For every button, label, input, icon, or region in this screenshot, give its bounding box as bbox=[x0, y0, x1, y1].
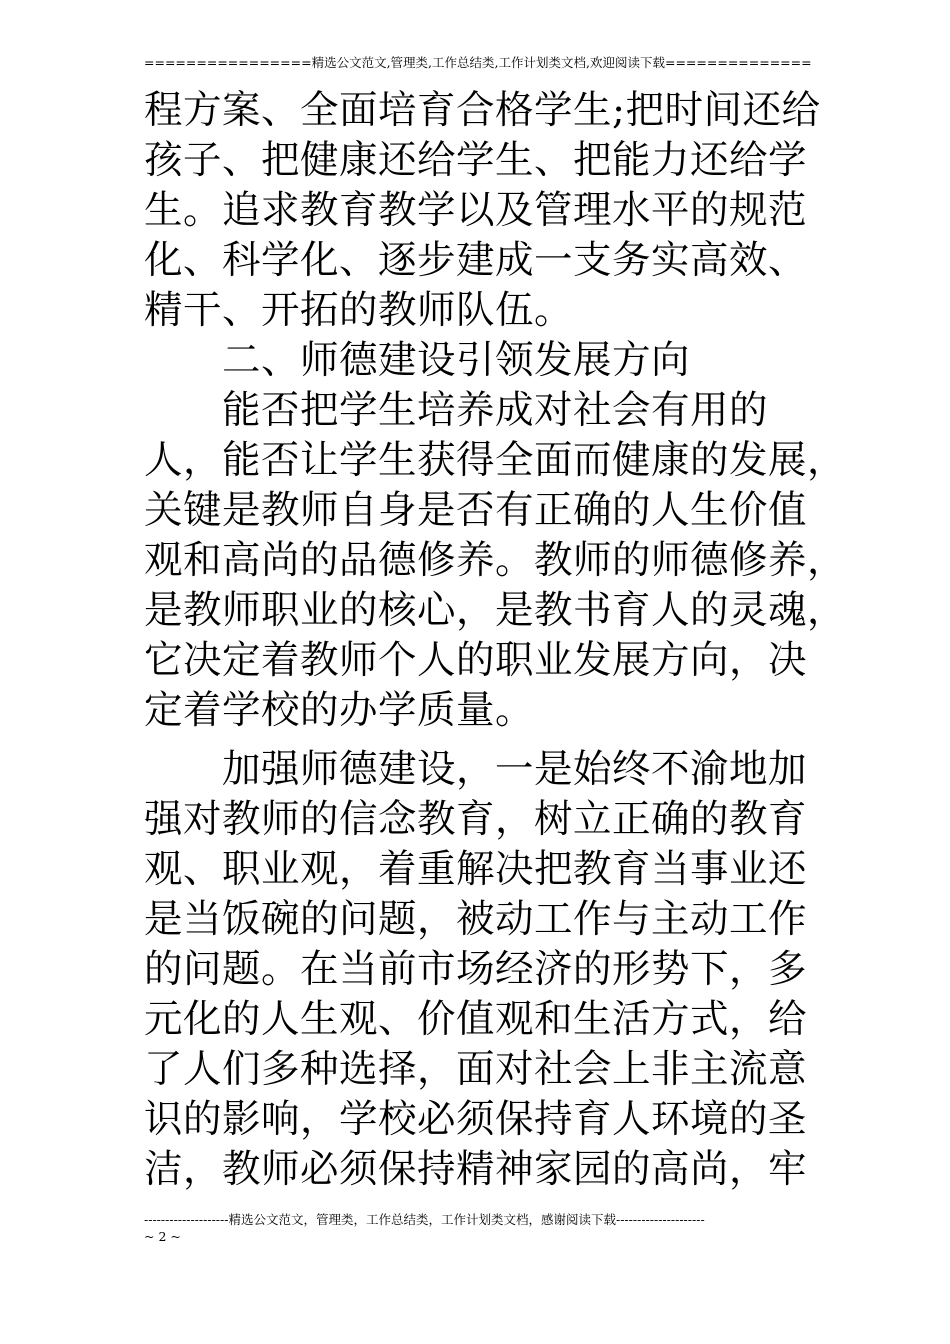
body-line: 是教师职业的核心，是教书育人的灵魂， bbox=[144, 588, 847, 633]
page-header: ================精选公文范文,管理类,工作总结类,工作计划类文档,欢迎阅读下载============== bbox=[144, 55, 812, 70]
body-line: 元化的人生观、价值观和生活方式，给 bbox=[144, 997, 808, 1042]
body-line: 生。追求教育教学以及管理水平的规范 bbox=[144, 188, 808, 233]
body-line: 精干、开拓的教师队伍。 bbox=[144, 288, 574, 333]
body-line: 程方案、全面培育合格学生;把时间还给 bbox=[144, 88, 821, 133]
body-line: 识的影响，学校必须保持育人环境的圣 bbox=[144, 1097, 808, 1142]
body-line: 是当饭碗的问题，被动工作与主动工作 bbox=[144, 897, 808, 942]
body-line: 它决定着教师个人的职业发展方向，决 bbox=[144, 638, 808, 683]
document-body bbox=[144, 86, 847, 1195]
body-line: 洁，教师必须保持精神家园的高尚，牢 bbox=[144, 1147, 808, 1192]
section-heading: 二、师德建设引领发展方向 bbox=[144, 338, 691, 383]
body-line: 了人们多种选择，面对社会上非主流意 bbox=[144, 1047, 808, 1092]
body-line: 能否把学生培养成对社会有用的 bbox=[144, 388, 769, 433]
body-line: 孩子、把健康还给学生、把能力还给学 bbox=[144, 138, 808, 183]
body-line: 观和高尚的品德修养。教师的师德修养， bbox=[144, 538, 847, 583]
page-footer: --------------------精选公文范文，管理类，工作总结类，工作计划类文档，感谢阅读下载--------------------- bbox=[144, 1212, 705, 1227]
body-line: 定着学校的办学质量。 bbox=[144, 688, 535, 733]
body-line: 化、科学化、逐步建成一支务实高效、 bbox=[144, 238, 808, 283]
body-line: 强对教师的信念教育，树立正确的教育 bbox=[144, 797, 808, 842]
page-number: ~ 2 ~ bbox=[144, 1229, 181, 1244]
body-line: 加强师德建设，一是始终不渝地加 bbox=[144, 747, 808, 792]
body-line: 观、职业观，着重解决把教育当事业还 bbox=[144, 847, 808, 892]
body-line: 关键是教师自身是否有正确的人生价值 bbox=[144, 488, 808, 533]
body-line: 人，能否让学生获得全面而健康的发展， bbox=[144, 438, 847, 483]
body-line: 的问题。在当前市场经济的形势下，多 bbox=[144, 947, 808, 992]
